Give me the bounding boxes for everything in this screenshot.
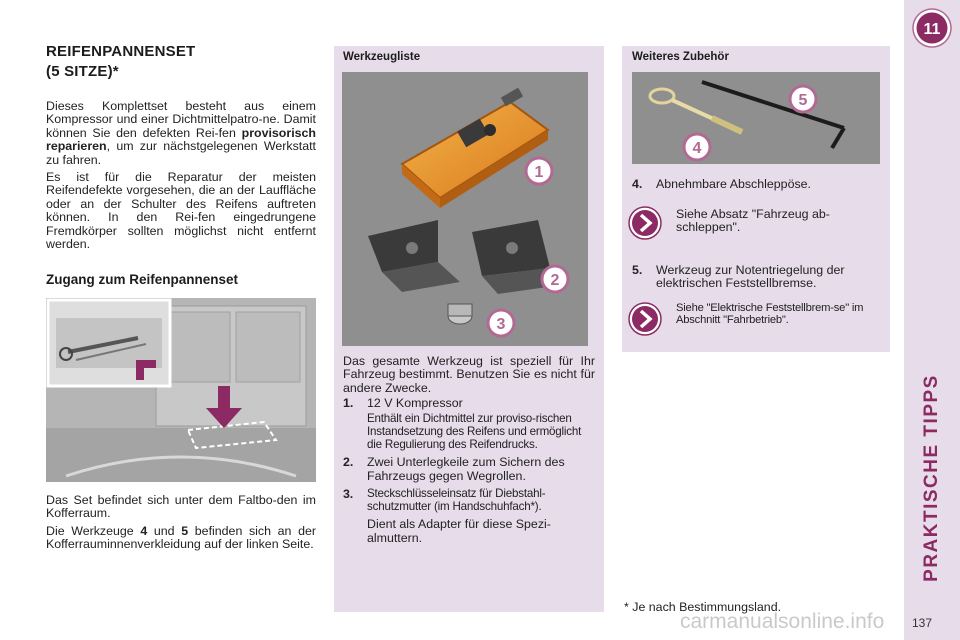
title-line-2: (5 SITZE)*: [46, 63, 119, 80]
tool-item-1-sub: Enthält ein Dichtmittel zur proviso-rischen Instandsetzung des Reifens und ermöglicht die Regulierung des Reifendrucks.: [367, 412, 582, 451]
badge-4-label: 4: [692, 140, 702, 157]
tool-item-2-num: 2.: [343, 455, 354, 470]
tool-item-1-text: 12 V Kompressor: [367, 396, 463, 410]
badge-3: [486, 308, 516, 338]
access-p2-text-b: befinden sich an der Kofferrauminnenverkleidung auf der linken Seite.: [46, 523, 317, 552]
accessories-heading: Weiteres Zubehör: [632, 51, 729, 63]
tool-item-3: [343, 488, 595, 513]
access-p2-tool-4: 4: [140, 523, 148, 538]
access-p2-tool-5: 5: [181, 523, 189, 538]
chevron-right-icon[interactable]: [628, 206, 662, 240]
page-number: 137: [912, 616, 933, 630]
badge-3-label: 3: [496, 316, 506, 333]
chapter-badge-icon: [912, 8, 952, 48]
tool-item-3-num: 3.: [343, 487, 353, 501]
tool-intro: Das gesamte Werkzeug ist speziell für Ihr Fahrzeug bestimmt. Benutzen Sie es nicht für andere Zwecke.: [343, 354, 595, 395]
badge-5-label: 5: [798, 92, 808, 109]
tool-items: [343, 397, 595, 545]
accessory-item-5-ref[interactable]: Siehe "Elektrische Feststellbrem-se" im Abschnitt "Fahrbetrieb".: [676, 302, 864, 327]
page-title: [46, 42, 195, 82]
access-paragraph-1: Das Set befindet sich unter dem Faltbo-den im Kofferraum.: [46, 493, 316, 521]
chapter-title: PRAKTISCHE TIPPS: [921, 374, 942, 582]
intro-paragraph-1: [46, 100, 316, 167]
intro-paragraph-2: Es ist für die Reparatur der meisten Reifendefekte vorgesehen, die an der Lauffläche oder an der Schulter des Reifens auftreten können. In den Rei-fen eingedrungene Fremdkörper sollten möglichst nicht entfernt werden.: [46, 170, 316, 252]
title-line-1: REIFENPANNENSET: [46, 43, 196, 60]
accessory-item-5-num: 5.: [632, 263, 643, 277]
accessory-item-4-text: Abnehmbare Abschleppöse.: [656, 177, 811, 191]
access-p2-text-mid: und: [147, 523, 182, 538]
tool-item-3-text: Steckschlüsseleinsatz für Diebstahl-schutzmutter (im Handschuhfach*).: [367, 487, 546, 513]
chapter-number: 11: [923, 21, 941, 38]
tool-item-2-text: Zwei Unterlegkeile zum Sichern des Fahrzeugs gegen Wegrollen.: [367, 455, 565, 483]
access-p2-text-a: Die Werkzeuge: [46, 523, 141, 538]
tool-item-1-num: 1.: [343, 396, 354, 410]
badge-2: [540, 264, 570, 294]
trunk-illustration: [46, 298, 316, 482]
badge-5: [788, 84, 818, 114]
badge-2-label: 2: [550, 272, 560, 289]
accessories-illustration: [632, 72, 880, 164]
tool-item-3-sub: Dient als Adapter für diese Spezi-almuttern.: [367, 517, 551, 545]
tool-list-heading: Werkzeugliste: [343, 51, 421, 63]
accessory-item-5: [632, 264, 882, 291]
access-heading: Zugang zum Reifenpannenset: [46, 272, 239, 287]
tool-kit-image: [342, 72, 588, 346]
accessory-item-4: [632, 178, 882, 191]
accessory-item-5-text: Werkzeug zur Notentriegelung der elektrischen Feststellbremse.: [656, 263, 845, 291]
access-paragraph-2: [46, 525, 316, 552]
arrow-right-icon: [130, 354, 170, 394]
watermark: carmanualsonline.info: [680, 610, 885, 633]
accessory-item-4-num: 4.: [632, 177, 643, 191]
badge-1: [524, 156, 554, 186]
footnote: * Je nach Bestimmungsland.: [624, 600, 782, 614]
badge-4: [682, 132, 712, 162]
intro-text: [46, 100, 316, 255]
intro-p1-text-b: , um zur nächstgelegenen Werkstatt zu fahren.: [46, 139, 316, 167]
tool-kit-illustration: [342, 72, 588, 346]
tool-item-1: [343, 397, 595, 410]
intro-p1-text-a: Dieses Komplettset besteht aus einem Kompressor und einer Dichtmittelpatro-ne. Damit können Sie den defekten Rei-fen: [46, 99, 316, 140]
access-text: [46, 494, 316, 556]
accessories-image: [632, 72, 880, 164]
trunk-photo: [46, 298, 316, 482]
tool-item-2: [343, 456, 595, 483]
chevron-right-icon[interactable]: [628, 302, 662, 336]
badge-1-label: 1: [534, 164, 544, 181]
intro-p1-bold: provisorisch reparieren: [46, 125, 316, 154]
arrow-down-icon: [204, 386, 244, 430]
accessory-item-4-ref[interactable]: Siehe Absatz "Fahrzeug ab-schleppen".: [676, 207, 830, 235]
